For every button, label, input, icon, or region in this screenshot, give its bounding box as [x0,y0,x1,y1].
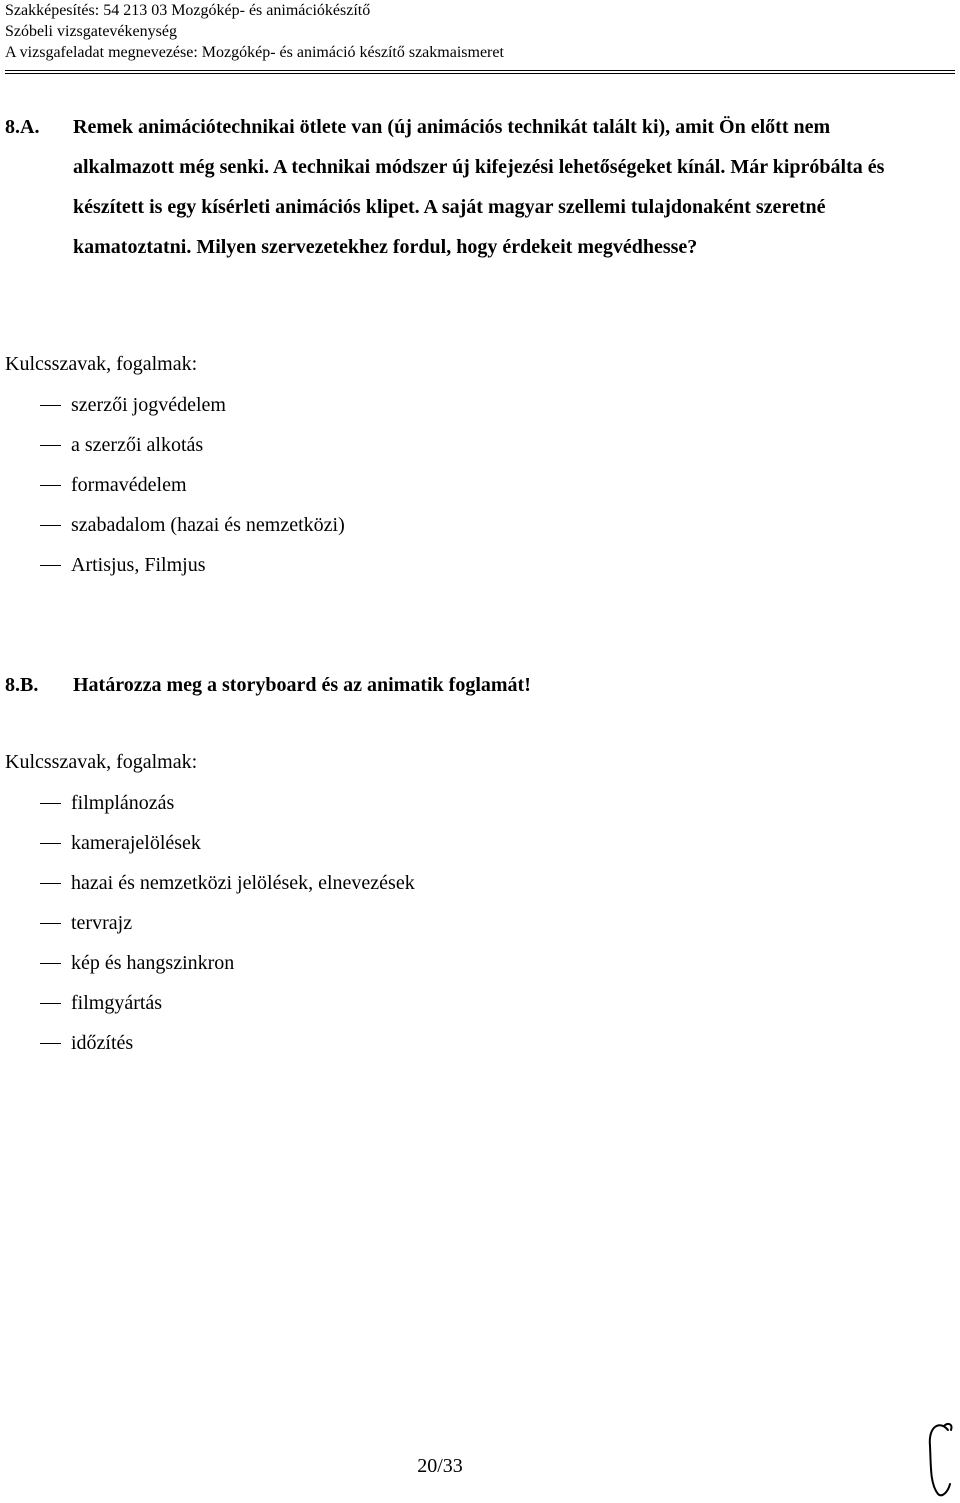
question-8b [5,665,905,705]
header-rule-top [5,70,955,71]
handwritten-signature [918,1418,958,1500]
keyword-label: filmplánozás [71,792,175,814]
question-text: Remek animációtechnikai ötlete van (új animációs technikát talált ki), amit Ön előtt nem alkalmazott még senki. A technikai módszer új kifejezési lehetőségeket kínál. Már kipróbálta és készített is egy kísérleti animációs klipet. A saját magyar szellemi tulajdonaként szeretné kamatoztatni. Milyen szervezetekhez fordul, hogy érdekeit megvédhesse? [73,116,885,258]
keywords-title-8a: Kulcsszavak, fogalmak: [5,353,198,375]
keyword-label: hazai és nemzetközi jelölések, elnevezések [71,872,415,894]
keyword-label: kamerajelölések [71,832,201,854]
dash-bullet-icon [40,565,61,566]
question-number: 8.B. [5,674,39,696]
dash-bullet-icon [40,883,61,884]
keyword-label: a szerzői alkotás [71,434,204,456]
question-number: 8.A. [5,116,40,138]
keyword-label: tervrajz [71,912,133,934]
keyword-label: szerzői jogvédelem [71,394,226,416]
keywords-title-8b: Kulcsszavak, fogalmak: [5,751,198,773]
dash-bullet-icon [40,843,61,844]
keyword-label: kép és hangszinkron [71,952,235,974]
dash-bullet-icon [40,525,61,526]
keyword-label: időzítés [71,1032,134,1054]
header-task-name: A vizsgafeladat megnevezése: Mozgókép- és animáció készítő szakmaismeret [5,44,504,61]
question-text: Határozza meg a storyboard és az animatik foglamát! [73,674,531,696]
header-exam-activity: Szóbeli vizsgatevékenység [5,23,177,40]
dash-bullet-icon [40,963,61,964]
header-qualification: Szakképesítés: 54 213 03 Mozgókép- és animációkészítő [5,2,371,19]
dash-bullet-icon [40,445,61,446]
keyword-label: Artisjus, Filmjus [71,554,206,576]
keyword-label: filmgyártás [71,992,163,1014]
dash-bullet-icon [40,1003,61,1004]
dash-bullet-icon [40,923,61,924]
dash-bullet-icon [40,405,61,406]
page-header [5,0,955,63]
keyword-label: formavédelem [71,474,187,496]
keyword-label: szabadalom (hazai és nemzetközi) [71,514,345,536]
dash-bullet-icon [40,803,61,804]
dash-bullet-icon [40,1043,61,1044]
page-number: 20/33 [417,1455,463,1477]
question-8a [5,107,905,267]
header-rule-bottom [5,73,955,74]
dash-bullet-icon [40,485,61,486]
